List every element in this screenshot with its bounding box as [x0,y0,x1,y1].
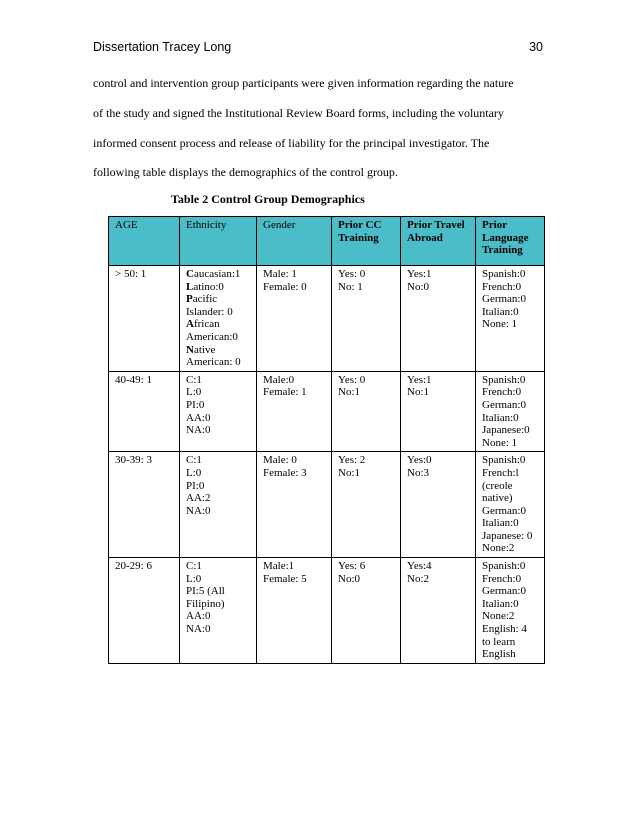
ethnicity-text: atino:0 [193,280,224,293]
cell-gender-line: Female: 1 [263,386,307,399]
cell-prior-language-line: Spanish:0 [482,373,526,386]
cell-prior-cc-line: No: 1 [338,280,363,293]
cell-ethnicity-line: PI:0 [186,398,205,411]
demographics-table [108,216,545,664]
cell-prior-language-line: French:0 [482,280,522,293]
page-header [93,40,543,56]
cell-prior-language-line: Italian:0 [482,305,519,318]
cell-prior-travel-line: Yes:4 [407,560,432,573]
cell-gender-line: Female: 5 [263,572,307,585]
cell-prior-language-line: None:2 [482,542,515,555]
cell-ethnicity [180,558,257,664]
cell-age [109,452,180,558]
cell-ethnicity-line: NA:0 [186,504,211,517]
cell-prior-language-line: None: 1 [482,436,518,449]
cell-age [109,371,180,452]
cell-prior-language-line: French:l [482,466,519,479]
cell-prior-language-line: Italian:0 [482,411,519,424]
cell-age-line: 30-39: 3 [115,454,152,467]
column-header-prior-cc: Prior CC Training [332,217,401,266]
cell-prior-travel-line: No:1 [407,386,429,399]
cell-gender-line: Female: 0 [263,280,307,293]
cell-ethnicity-line: L:0 [186,572,202,585]
table-row [109,266,545,372]
cell-prior-language-line: German:0 [482,398,526,411]
cell-age-line: 40-49: 1 [115,373,152,386]
cell-prior-language-line: French:0 [482,386,522,399]
table-row [109,371,545,452]
cell-prior-language-line: Spanish:0 [482,560,526,573]
cell-prior-cc-line: No:1 [338,386,360,399]
ethnicity-initial: C [186,268,194,280]
cell-prior-language [476,266,545,372]
cell-gender [257,266,332,372]
cell-prior-language-line: English: 4 [482,623,527,636]
table-row [109,558,545,664]
cell-gender-line: Male: 0 [263,454,297,467]
cell-prior-cc [332,266,401,372]
column-header-prior-travel: Prior Travel Abroad [401,217,476,266]
cell-prior-cc-line: Yes: 0 [338,373,366,386]
cell-ethnicity-line: NA:0 [186,623,211,636]
cell-ethnicity-line [186,281,252,294]
ethnicity-text: acific [192,293,218,306]
cell-ethnicity-line: PI:0 [186,479,205,492]
page-number: 30 [529,40,543,54]
cell-ethnicity-line [186,331,252,344]
cell-prior-cc [332,558,401,664]
ethnicity-text: American:0 [186,330,238,343]
column-header-age: AGE [109,217,180,266]
ethnicity-initial: A [186,318,194,331]
cell-prior-language-line: Spanish:0 [482,454,526,467]
cell-age [109,266,180,372]
cell-ethnicity-line [186,356,252,369]
cell-ethnicity-line [186,344,252,357]
ethnicity-text: aucasian:1 [193,268,241,280]
column-header-gender: Gender [257,217,332,266]
cell-prior-travel-line: No:3 [407,466,429,479]
cell-ethnicity-line: PI:5 (All [186,585,225,598]
ethnicity-initial: N [186,343,194,356]
cell-ethnicity [180,371,257,452]
cell-prior-language [476,558,545,664]
cell-prior-language [476,452,545,558]
table-row [109,452,545,558]
cell-age-line: > 50: 1 [115,268,147,280]
cell-prior-travel-line: Yes:0 [407,454,432,467]
cell-ethnicity-line: C:1 [186,454,202,467]
document-title: Dissertation Tracey Long [93,40,232,54]
cell-ethnicity-line: AA:2 [186,492,211,505]
cell-ethnicity-line: AA:0 [186,610,211,623]
cell-prior-language-line: None: 1 [482,318,518,331]
cell-prior-language-line: German:0 [482,293,526,306]
cell-gender-line: Female: 3 [263,466,307,479]
cell-prior-travel-line: Yes:1 [407,268,432,280]
body-line-1: control and intervention group participants were given information regarding the nature [93,76,514,90]
body-line-4: following table displays the demographics of the control group. [93,165,398,179]
ethnicity-text: Islander: 0 [186,305,233,318]
cell-ethnicity-line: C:1 [186,373,202,386]
cell-prior-cc-line: Yes: 2 [338,454,366,467]
table-body [109,266,545,664]
ethnicity-text: ative [193,343,216,356]
cell-prior-language-line: French:0 [482,572,522,585]
cell-ethnicity [180,452,257,558]
body-line-2: of the study and signed the Institutional Review Board forms, including the voluntary [93,106,504,120]
cell-ethnicity-line [186,318,252,331]
column-header-ethnicity: Ethnicity [180,217,257,266]
cell-gender-line: Male:1 [263,560,295,573]
cell-prior-language-line: to learn [482,635,516,648]
cell-ethnicity-line: Filipino) [186,597,225,610]
cell-prior-cc [332,452,401,558]
cell-gender [257,371,332,452]
ethnicity-text: American: 0 [186,356,241,369]
cell-prior-travel-line: No:2 [407,572,429,585]
cell-prior-language-line: Spanish:0 [482,268,526,280]
cell-gender [257,558,332,664]
cell-ethnicity [180,266,257,372]
cell-ethnicity-line [186,306,252,319]
cell-prior-language-line: Japanese: 0 [482,529,533,542]
cell-prior-language-line: native) [482,492,513,505]
cell-ethnicity-line: AA:0 [186,411,211,424]
table-caption: Table 2 Control Group Demographics [171,192,365,206]
cell-ethnicity-line: L:0 [186,386,202,399]
cell-gender [257,452,332,558]
cell-prior-cc-line: Yes: 0 [338,268,366,280]
cell-prior-language-line: German:0 [482,585,526,598]
cell-prior-language-line: Italian:0 [482,597,519,610]
cell-age [109,558,180,664]
cell-prior-language-line: (creole [482,479,513,492]
cell-ethnicity-line [186,268,252,281]
cell-gender-line: Male: 1 [263,268,297,280]
ethnicity-initial: L [186,280,194,293]
ethnicity-initial: P [186,293,193,306]
cell-ethnicity-line: L:0 [186,466,202,479]
cell-prior-travel-line: No:0 [407,280,429,293]
cell-prior-language [476,371,545,452]
ethnicity-text: frican [193,318,220,331]
cell-prior-travel-line: Yes:1 [407,373,432,386]
cell-gender-line: Male:0 [263,373,295,386]
cell-prior-cc-line: No:0 [338,572,360,585]
cell-ethnicity-line [186,293,252,306]
table-header-row [109,217,545,266]
column-header-prior-language: Prior Language Training [476,217,545,266]
cell-ethnicity-line: C:1 [186,560,202,573]
cell-prior-language-line: Italian:0 [482,517,519,530]
body-line-3: informed consent process and release of liability for the principal investigator. The [93,136,490,150]
cell-prior-travel [401,266,476,372]
cell-prior-cc-line: Yes: 6 [338,560,366,573]
cell-prior-language-line: Japanese:0 [482,424,530,437]
cell-age-line: 20-29: 6 [115,560,152,573]
cell-prior-travel [401,452,476,558]
cell-prior-travel [401,558,476,664]
cell-prior-travel [401,371,476,452]
cell-prior-language-line: German:0 [482,504,526,517]
cell-ethnicity-line: NA:0 [186,424,211,437]
cell-prior-language-line: English [482,648,516,661]
cell-prior-cc [332,371,401,452]
cell-prior-language-line: None:2 [482,610,515,623]
cell-prior-cc-line: No:1 [338,466,360,479]
